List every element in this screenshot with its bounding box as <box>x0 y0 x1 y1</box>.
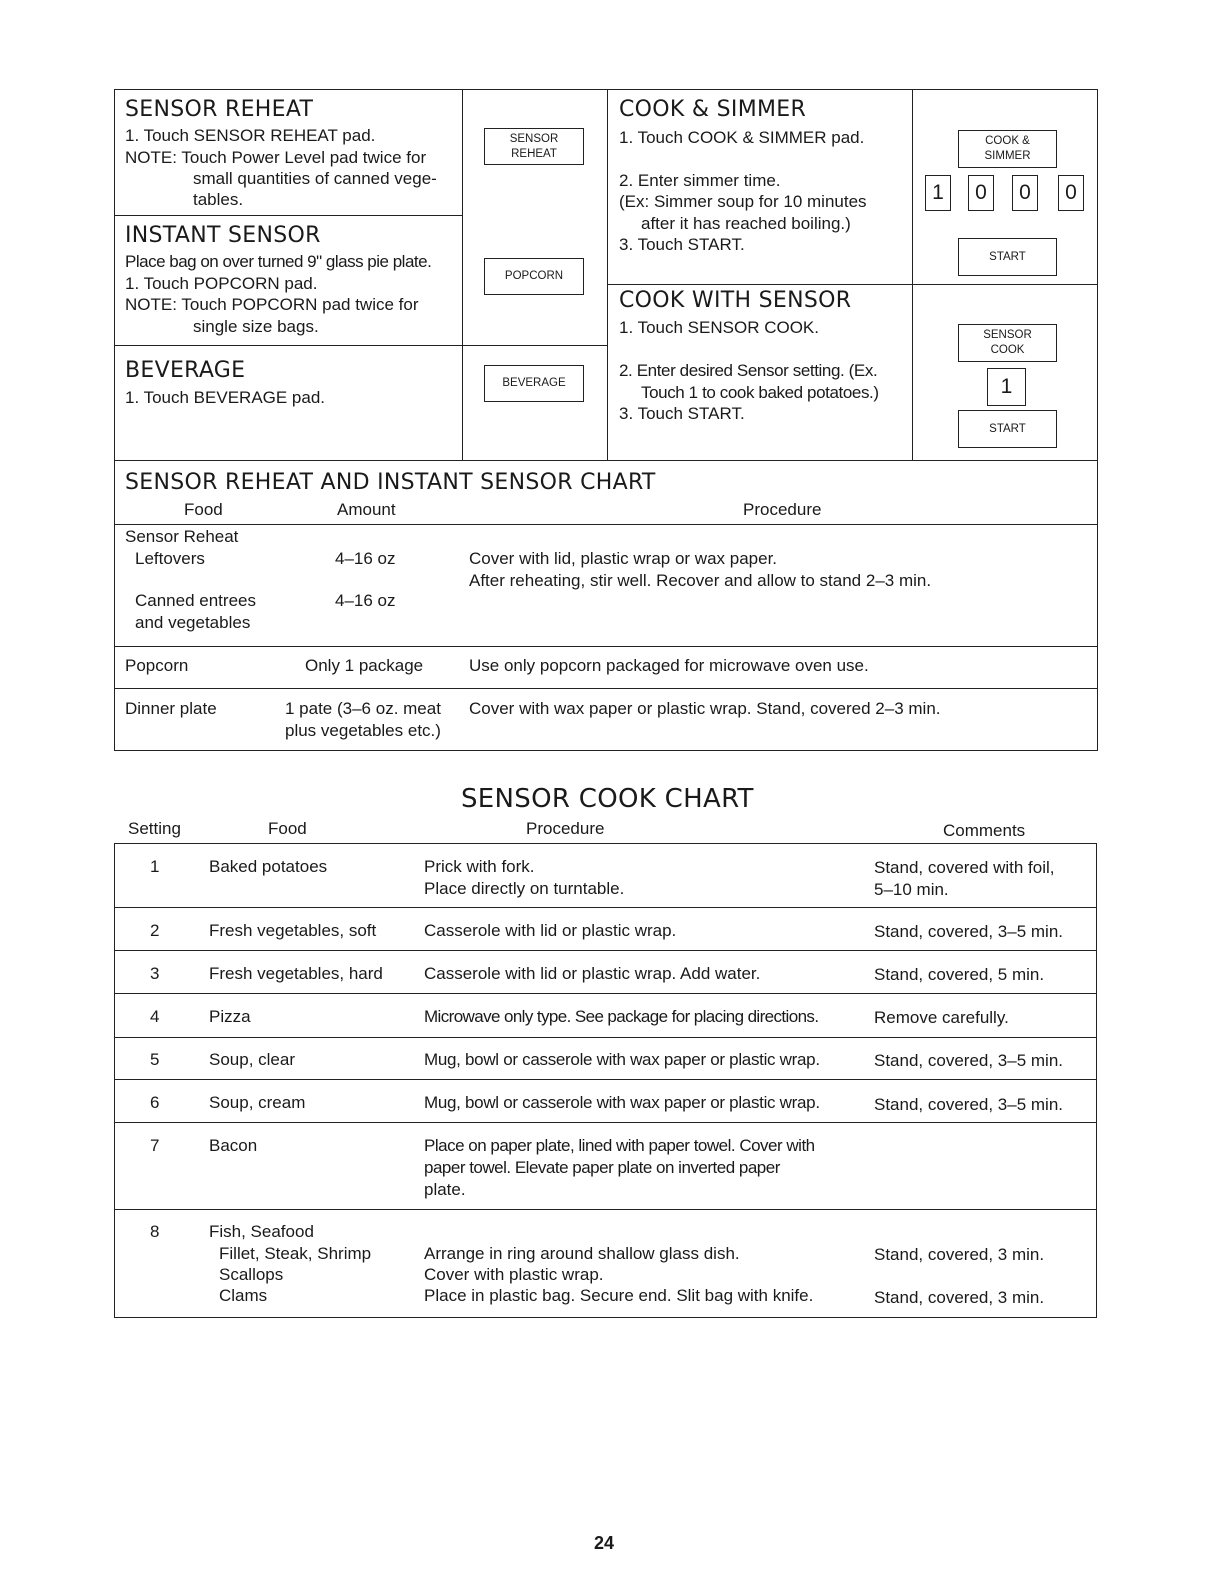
column-header-comments: Comments <box>943 821 1026 840</box>
pad-label: SENSOR <box>983 329 1032 341</box>
procedure-cell: Use only popcorn packaged for microwave oven use. <box>469 656 869 675</box>
setting-cell: 8 <box>150 1222 160 1241</box>
comments-cell: Stand, covered, 3–5 min. <box>874 1095 1064 1114</box>
sensor-reheat-title: SENSOR REHEAT <box>125 97 314 122</box>
setting-cell: 3 <box>150 964 160 983</box>
page-number: 24 <box>594 1533 615 1553</box>
column-header-procedure: Procedure <box>743 500 822 519</box>
pad-label: COOK & <box>985 135 1030 147</box>
cook-with-sensor-title: COOK WITH SENSOR <box>619 288 852 313</box>
setting-cell: 5 <box>150 1050 160 1069</box>
food-cell: Canned entrees <box>135 591 256 610</box>
food-cell: Fish, Seafood <box>209 1222 314 1241</box>
comments-cell: 5–10 min. <box>874 880 949 899</box>
start-pad-icon <box>958 238 1057 276</box>
column-header-food: Food <box>184 500 223 519</box>
procedure-cell: Cover with lid, plastic wrap or wax paper. <box>469 549 778 568</box>
cook-sensor-step2-cont: Touch 1 to cook baked potatoes.) <box>641 383 879 402</box>
cook-chart-title: SENSOR COOK CHART <box>461 784 754 814</box>
procedure-cell: Prick with fork. <box>424 857 535 876</box>
procedure-cell: Arrange in ring around shallow glass dish. <box>424 1244 740 1263</box>
cook-simmer-step2: 2. Enter simmer time. <box>619 171 781 190</box>
popcorn-pad-icon <box>484 258 584 295</box>
start-pad-icon <box>958 410 1057 448</box>
digit-pad-icon: 0 <box>968 175 994 211</box>
procedure-cell: Cover with wax paper or plastic wrap. Stand, covered 2–3 min. <box>469 699 941 718</box>
procedure-cell: Mug, bowl or casserole with wax paper or plastic wrap. <box>424 1093 820 1112</box>
sensor-cook-pad-icon <box>958 324 1057 362</box>
pad-label: START <box>989 422 1026 435</box>
comments-cell: Stand, covered, 3–5 min. <box>874 1051 1064 1070</box>
cook-sensor-step3: 3. Touch START. <box>619 404 745 423</box>
food-cell: Fresh vegetables, hard <box>209 964 383 983</box>
setting-cell: 2 <box>150 921 160 940</box>
food-cell: Clams <box>219 1286 268 1305</box>
cook-sensor-step1: 1. Touch SENSOR COOK. <box>619 318 819 337</box>
instant-sensor-title: INSTANT SENSOR <box>125 223 321 248</box>
procedure-cell: Place directly on turntable. <box>424 879 625 898</box>
cook-simmer-step1: 1. Touch COOK & SIMMER pad. <box>619 128 865 147</box>
procedure-cell: Casserole with lid or plastic wrap. <box>424 921 677 940</box>
sensor-reheat-pad-icon <box>484 128 584 165</box>
cook-simmer-example-cont: after it has reached boiling.) <box>641 214 851 233</box>
amount-cell: Only 1 package <box>305 656 424 675</box>
amount-cell: 4–16 oz <box>335 549 396 568</box>
cook-simmer-step3: 3. Touch START. <box>619 235 745 254</box>
pad-label: BEVERAGE <box>502 377 566 389</box>
procedure-cell: Place on paper plate, lined with paper towel. Cover with <box>424 1136 815 1155</box>
food-cell: Fresh vegetables, soft <box>209 921 377 940</box>
column-header-setting: Setting <box>128 819 181 838</box>
comments-cell: Remove carefully. <box>874 1008 1009 1027</box>
procedure-cell: plate. <box>424 1180 466 1199</box>
comments-cell: Stand, covered with foil, <box>874 858 1055 877</box>
sensor-reheat-note-cont: small quantities of canned vege- <box>193 169 437 188</box>
setting-cell: 6 <box>150 1093 160 1112</box>
food-cell: Popcorn <box>125 656 189 675</box>
food-cell: Scallops <box>219 1265 284 1284</box>
column-header-procedure: Procedure <box>526 819 605 838</box>
food-cell: Baked potatoes <box>209 857 328 876</box>
setting-cell: 1 <box>150 857 160 876</box>
comments-cell: Stand, covered, 3 min. <box>874 1245 1045 1264</box>
food-cell: Leftovers <box>135 549 205 568</box>
cook-simmer-pad-icon <box>958 130 1057 168</box>
food-cell: Fillet, Steak, Shrimp <box>219 1244 372 1263</box>
sensor-reheat-note-end: tables. <box>193 190 244 209</box>
beverage-step1: 1. Touch BEVERAGE pad. <box>125 388 326 407</box>
amount-cell: plus vegetables etc.) <box>285 721 441 740</box>
procedure-cell: Place in plastic bag. Secure end. Slit bag with knife. <box>424 1286 814 1305</box>
food-cell: and vegetables <box>135 613 251 632</box>
digit-pad-icon: 1 <box>987 368 1026 406</box>
instant-sensor-note: NOTE: Touch POPCORN pad twice for <box>125 295 419 314</box>
cook-simmer-example: (Ex: Simmer soup for 10 minutes <box>619 192 867 211</box>
procedure-cell: paper towel. Elevate paper plate on inverted paper <box>424 1158 780 1177</box>
pad-label: START <box>989 250 1026 263</box>
column-header-food: Food <box>268 819 307 838</box>
pad-label: SENSOR <box>509 132 559 145</box>
beverage-title: BEVERAGE <box>125 358 246 383</box>
food-cell: Soup, cream <box>209 1093 306 1112</box>
food-cell: Pizza <box>209 1007 251 1026</box>
procedure-cell: Casserole with lid or plastic wrap. Add water. <box>424 964 761 983</box>
digit-pad-icon: 1 <box>925 175 951 211</box>
column-header-amount: Amount <box>337 500 396 519</box>
digit-pad-icon: 0 <box>1012 175 1038 211</box>
amount-cell: 1 pate (3–6 oz. meat <box>285 699 441 718</box>
pad-label: POPCORN <box>504 270 564 282</box>
reheat-chart-title: SENSOR REHEAT AND INSTANT SENSOR CHART <box>125 470 656 495</box>
cook-sensor-step2: 2. Enter desired Sensor setting. (Ex. <box>619 361 878 380</box>
instant-sensor-intro: Place bag on over turned 9" glass pie plate. <box>125 252 432 271</box>
food-cell: Dinner plate <box>125 699 217 718</box>
beverage-pad-icon <box>484 365 584 402</box>
digit-pad-icon: 0 <box>1058 175 1084 211</box>
amount-cell: 4–16 oz <box>335 591 396 610</box>
pad-label: REHEAT <box>511 147 557 160</box>
instant-sensor-note-cont: single size bags. <box>193 317 319 336</box>
procedure-cell: Cover with plastic wrap. <box>424 1265 604 1284</box>
procedure-cell: Microwave only type. See package for placing directions. <box>424 1007 819 1026</box>
food-cell: Soup, clear <box>209 1050 295 1069</box>
comments-cell: Stand, covered, 3–5 min. <box>874 922 1064 941</box>
comments-cell: Stand, covered, 3 min. <box>874 1288 1045 1307</box>
section-label: Sensor Reheat <box>125 527 239 546</box>
sensor-reheat-step1: 1. Touch SENSOR REHEAT pad. <box>125 126 376 145</box>
cook-simmer-title: COOK & SIMMER <box>619 97 807 122</box>
instant-sensor-step1: 1. Touch POPCORN pad. <box>125 274 318 293</box>
sensor-reheat-note: NOTE: Touch Power Level pad twice for <box>125 148 427 167</box>
food-cell: Bacon <box>209 1136 258 1155</box>
procedure-cell: After reheating, stir well. Recover and allow to stand 2–3 min. <box>469 571 932 590</box>
pad-label: SIMMER <box>984 150 1031 162</box>
procedure-cell: Mug, bowl or casserole with wax paper or plastic wrap. <box>424 1050 820 1069</box>
setting-cell: 4 <box>150 1007 160 1026</box>
comments-cell: Stand, covered, 5 min. <box>874 965 1045 984</box>
pad-label: COOK <box>990 344 1025 356</box>
setting-cell: 7 <box>150 1136 160 1155</box>
